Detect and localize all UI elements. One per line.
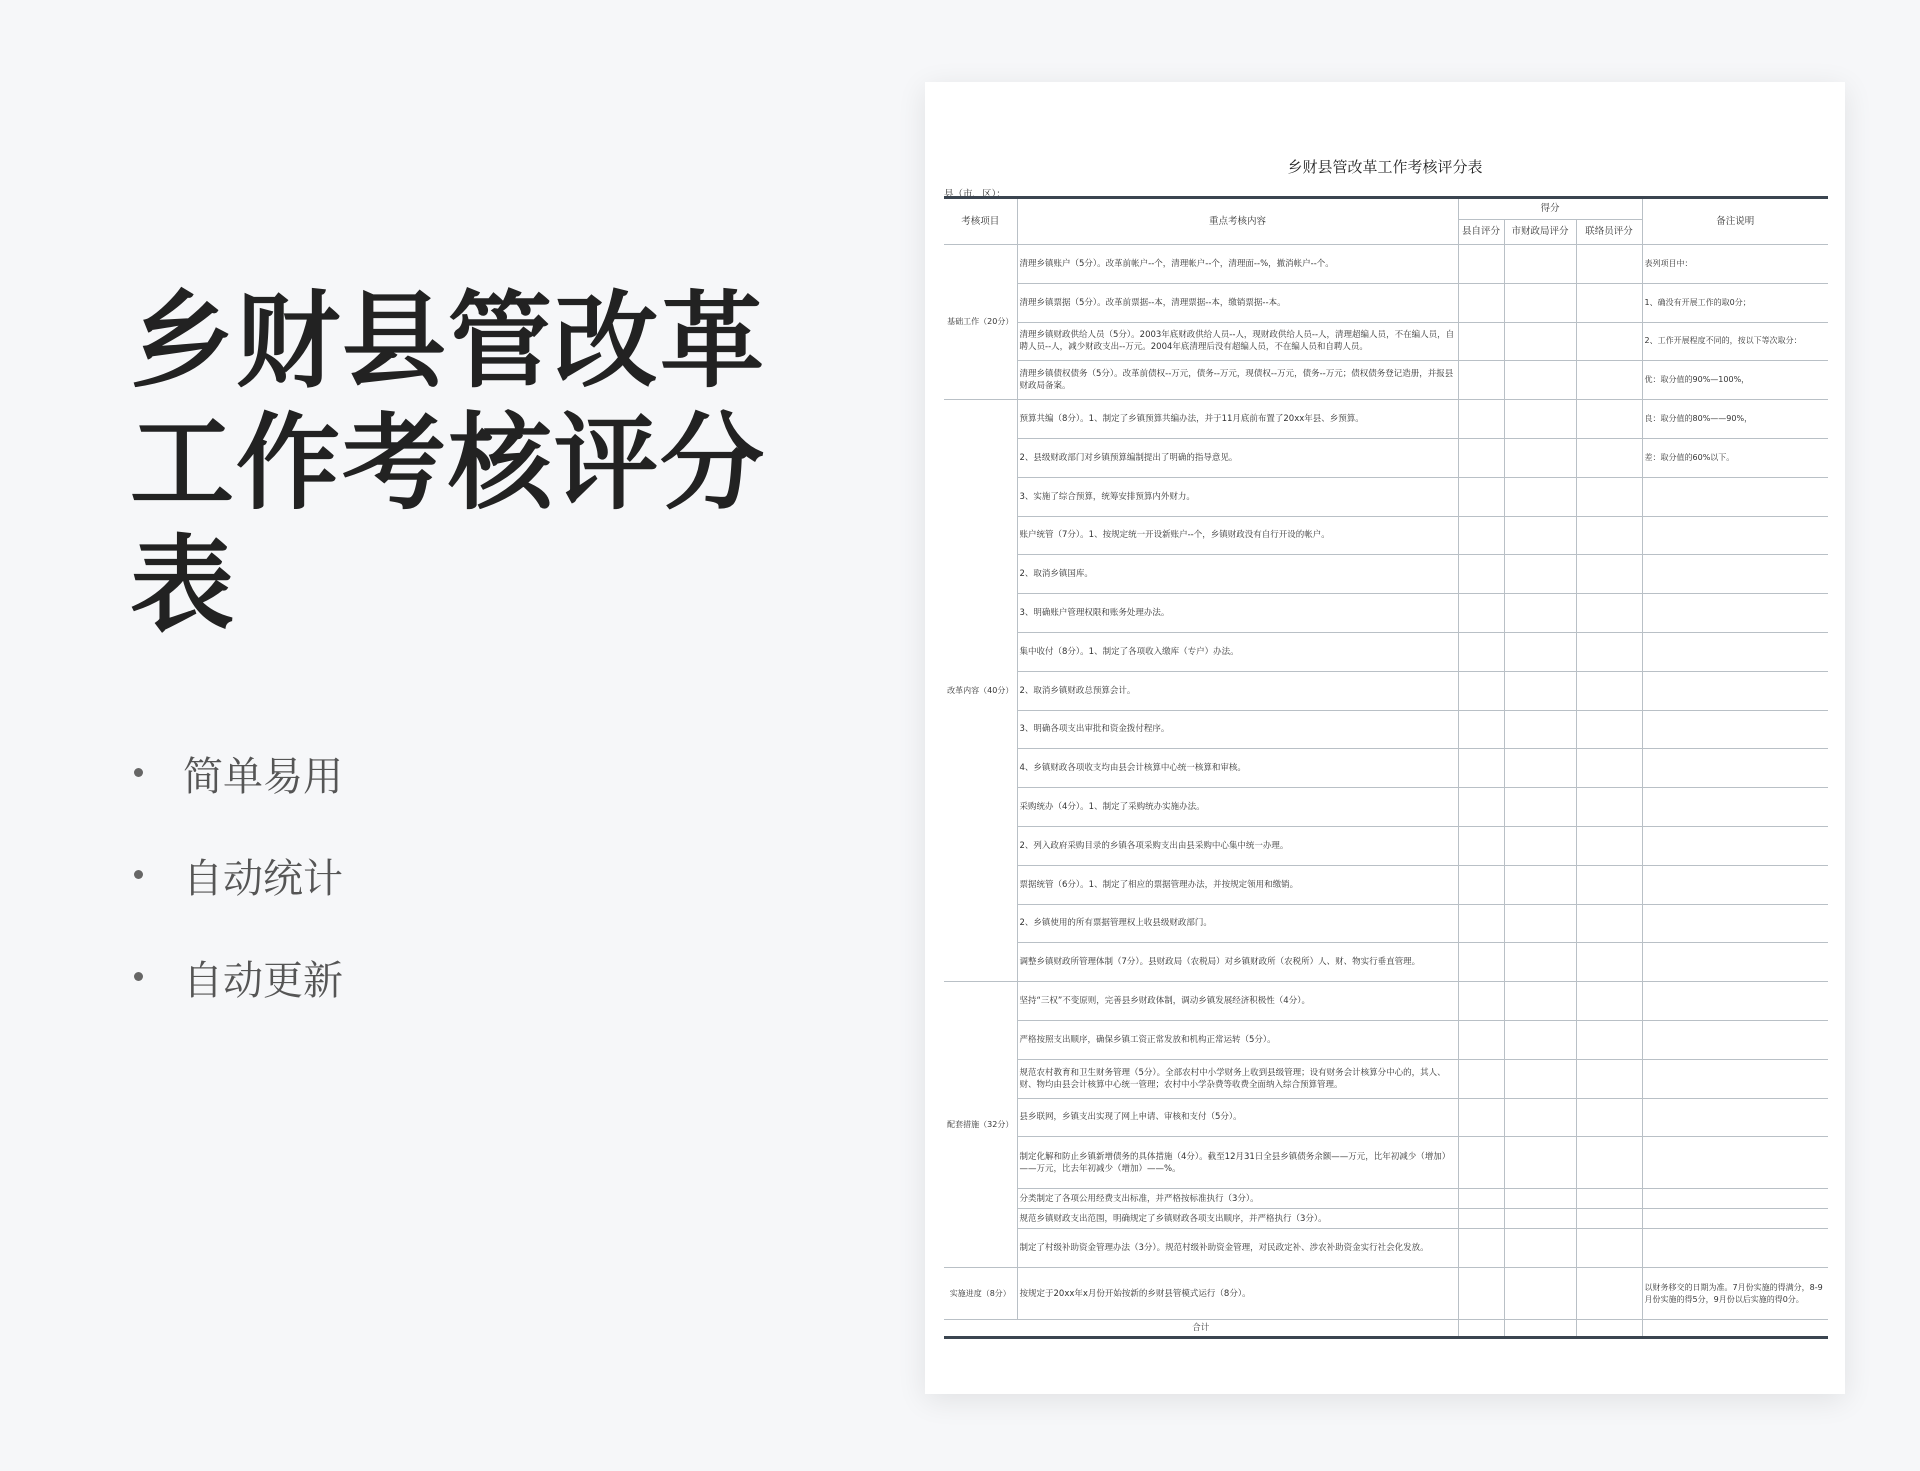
city-bureau-score-cell <box>1504 1098 1576 1137</box>
table-row <box>944 283 1828 322</box>
table-row <box>944 400 1828 439</box>
remarks-cell <box>1642 555 1828 594</box>
remarks-cell <box>1642 865 1828 904</box>
liaison-score-cell <box>1576 904 1642 943</box>
city-bureau-score-cell <box>1504 749 1576 788</box>
liaison-score-cell <box>1576 943 1642 982</box>
liaison-score-cell <box>1576 438 1642 477</box>
liaison-score-cell <box>1576 1098 1642 1137</box>
table-row <box>944 1189 1828 1209</box>
remarks-cell <box>1642 710 1828 749</box>
remarks-cell <box>1642 1137 1828 1189</box>
remarks-cell: 1、确没有开展工作的取0分； <box>1642 283 1828 322</box>
remarks-cell <box>1642 1189 1828 1209</box>
city-bureau-score-cell <box>1504 245 1576 284</box>
remarks-cell <box>1642 1098 1828 1137</box>
table-row <box>944 749 1828 788</box>
table-row <box>944 943 1828 982</box>
score-table <box>944 196 1828 1339</box>
county-self-score-cell <box>1458 400 1504 439</box>
feature-item <box>130 949 343 1051</box>
table-row <box>944 1137 1828 1189</box>
county-self-score-cell <box>1458 1059 1504 1098</box>
city-bureau-score-cell <box>1504 477 1576 516</box>
table-row <box>944 1059 1828 1098</box>
liaison-total-cell <box>1576 1320 1642 1338</box>
remarks-cell <box>1642 671 1828 710</box>
remarks-cell: 良：取分值的80%——90%， <box>1642 400 1828 439</box>
table-row <box>944 438 1828 477</box>
city-bureau-score-cell <box>1504 904 1576 943</box>
table-row <box>944 516 1828 555</box>
liaison-score-cell <box>1576 245 1642 284</box>
table-row <box>944 826 1828 865</box>
city-bureau-score-cell <box>1504 788 1576 827</box>
liaison-score-cell <box>1576 594 1642 633</box>
table-row <box>944 788 1828 827</box>
content-cell: 清理乡镇财政供给人员（5分）。2003年底财政供给人员--人，现财政供给人员--人，清理超编人员，不在编人员，自聘人员--人，减少财政支出--万元。2004年底清理后没有超编人员，不在编人员和自聘人员。 <box>1017 322 1458 361</box>
city-bureau-score-cell <box>1504 283 1576 322</box>
header-liaison: 联络员评分 <box>1576 220 1642 245</box>
content-cell: 票据统管（6分）。1、制定了相应的票据管理办法，并按规定领用和缴销。 <box>1017 865 1458 904</box>
table-row <box>944 322 1828 361</box>
liaison-score-cell <box>1576 1229 1642 1268</box>
city-bureau-score-cell <box>1504 1137 1576 1189</box>
county-self-score-cell <box>1458 283 1504 322</box>
content-cell: 调整乡镇财政所管理体制（7分）。县财政局（农税局）对乡镇财政所（农税所）人、财、物实行垂直管理。 <box>1017 943 1458 982</box>
header-remarks: 备注说明 <box>1642 198 1828 245</box>
content-cell: 县乡联网，乡镇支出实现了网上申请、审核和支付（5分）。 <box>1017 1098 1458 1137</box>
header-item: 考核项目 <box>944 198 1017 245</box>
county-self-score-cell <box>1458 632 1504 671</box>
city-bureau-score-cell <box>1504 671 1576 710</box>
county-self-score-cell <box>1458 1098 1504 1137</box>
table-row <box>944 594 1828 633</box>
table-row <box>944 982 1828 1021</box>
table-row <box>944 671 1828 710</box>
liaison-score-cell <box>1576 1137 1642 1189</box>
content-cell: 坚持“三权”不变原则，完善县乡财政体制，调动乡镇发展经济积极性（4分）。 <box>1017 982 1458 1021</box>
content-cell: 按规定于20xx年x月份开始按新的乡财县管模式运行（8分）。 <box>1017 1268 1458 1320</box>
remarks-cell <box>1642 1059 1828 1098</box>
feature-list <box>130 745 343 1051</box>
table-row <box>944 632 1828 671</box>
content-cell: 采购统办（4分）。1、制定了采购统办实施办法。 <box>1017 788 1458 827</box>
city-bureau-score-cell <box>1504 1020 1576 1059</box>
category-cell: 实施进度（8分） <box>944 1268 1017 1320</box>
remarks-cell: 2、工作开展程度不同的，按以下等次取分： <box>1642 322 1828 361</box>
liaison-score-cell <box>1576 1020 1642 1059</box>
county-self-score-cell <box>1458 1189 1504 1209</box>
liaison-score-cell <box>1576 826 1642 865</box>
liaison-score-cell <box>1576 361 1642 400</box>
remarks-cell <box>1642 982 1828 1021</box>
hero-title: 乡财县管改革工作考核评分表 <box>130 280 767 646</box>
county-self-score-cell <box>1458 516 1504 555</box>
remarks-cell <box>1642 594 1828 633</box>
table-row <box>944 245 1828 284</box>
feature-label: 自动统计 <box>183 856 343 902</box>
city-bureau-score-cell <box>1504 361 1576 400</box>
content-cell: 清理乡镇账户（5分）。改革前帐户--个，清理帐户--个，清理面--%，撤消帐户--个。 <box>1017 245 1458 284</box>
county-self-score-cell <box>1458 865 1504 904</box>
category-cell: 改革内容（40分） <box>944 400 1017 982</box>
remarks-cell <box>1642 1020 1828 1059</box>
county-self-score-cell <box>1458 1137 1504 1189</box>
table-row <box>944 1268 1828 1320</box>
content-cell: 清理乡镇债权债务（5分）。改革前债权--万元，债务--万元，现债权--万元，债务--万元；债权债务登记造册，并报县财政局备案。 <box>1017 361 1458 400</box>
content-cell: 4、乡镇财政各项收支均由县会计核算中心统一核算和审核。 <box>1017 749 1458 788</box>
liaison-score-cell <box>1576 555 1642 594</box>
county-self-score-cell <box>1458 322 1504 361</box>
county-self-score-cell <box>1458 788 1504 827</box>
score-table-body <box>944 245 1828 1338</box>
header-city-bureau: 市财政局评分 <box>1504 220 1576 245</box>
feature-item <box>130 745 343 847</box>
city-bureau-score-cell <box>1504 1189 1576 1209</box>
table-row <box>944 1229 1828 1268</box>
liaison-score-cell <box>1576 1209 1642 1229</box>
liaison-score-cell <box>1576 710 1642 749</box>
content-cell: 2、乡镇使用的所有票据管理权上收县级财政部门。 <box>1017 904 1458 943</box>
county-self-score-cell <box>1458 361 1504 400</box>
liaison-score-cell <box>1576 283 1642 322</box>
county-self-score-cell <box>1458 245 1504 284</box>
category-cell: 配套措施（32分） <box>944 982 1017 1268</box>
remarks-cell <box>1642 826 1828 865</box>
county-self-score-cell <box>1458 749 1504 788</box>
header-county-self: 县自评分 <box>1458 220 1504 245</box>
city-bureau-score-cell <box>1504 1209 1576 1229</box>
remarks-cell: 表列项目中： <box>1642 245 1828 284</box>
content-cell: 预算共编（8分）。1、制定了乡镇预算共编办法，并于11月底前布置了20xx年县、乡预算。 <box>1017 400 1458 439</box>
remarks-cell <box>1642 1209 1828 1229</box>
remarks-cell: 以财务移交的日期为准。7月份实施的得满分，8-9月份实施的得5分，9月份以后实施的得0分。 <box>1642 1268 1828 1320</box>
feature-label: 自动更新 <box>183 958 343 1004</box>
county-self-score-cell <box>1458 438 1504 477</box>
content-cell: 3、明确各项支出审批和资金拨付程序。 <box>1017 710 1458 749</box>
liaison-score-cell <box>1576 982 1642 1021</box>
bullet-icon <box>134 972 143 981</box>
city-bureau-score-cell <box>1504 438 1576 477</box>
category-cell: 基础工作（20分） <box>944 245 1017 400</box>
content-cell: 规范乡镇财政支出范围，明确规定了乡镇财政各项支出顺序，并严格执行（3分）。 <box>1017 1209 1458 1229</box>
county-self-score-cell <box>1458 1268 1504 1320</box>
remarks-cell: 优：取分值的90%—100%， <box>1642 361 1828 400</box>
liaison-score-cell <box>1576 516 1642 555</box>
content-cell: 2、取消乡镇财政总预算会计。 <box>1017 671 1458 710</box>
feature-item <box>130 847 343 949</box>
content-cell: 集中收付（8分）。1、制定了各项收入缴库（专户）办法。 <box>1017 632 1458 671</box>
liaison-score-cell <box>1576 671 1642 710</box>
city-bureau-score-cell <box>1504 1268 1576 1320</box>
county-self-score-cell <box>1458 1209 1504 1229</box>
table-row <box>944 555 1828 594</box>
liaison-score-cell <box>1576 788 1642 827</box>
city-bureau-score-cell <box>1504 555 1576 594</box>
county-label: 县（市、区）： <box>944 189 1006 200</box>
liaison-score-cell <box>1576 477 1642 516</box>
liaison-score-cell <box>1576 1268 1642 1320</box>
content-cell: 2、列入政府采购目录的乡镇各项采购支出由县采购中心集中统一办理。 <box>1017 826 1458 865</box>
table-row <box>944 904 1828 943</box>
city-bureau-score-cell <box>1504 400 1576 439</box>
feature-label: 简单易用 <box>183 754 343 800</box>
city-bureau-score-cell <box>1504 982 1576 1021</box>
content-cell: 严格按照支出顺序，确保乡镇工资正常发放和机构正常运转（5分）。 <box>1017 1020 1458 1059</box>
bullet-icon <box>134 870 143 879</box>
table-row <box>944 361 1828 400</box>
remarks-cell <box>1642 516 1828 555</box>
city-bureau-score-cell <box>1504 1059 1576 1098</box>
sheet-title: 乡财县管改革工作考核评分表 <box>1287 158 1483 176</box>
county-self-score-cell <box>1458 477 1504 516</box>
remarks-cell <box>1642 904 1828 943</box>
content-cell: 制定化解和防止乡镇新增债务的具体措施（4分）。截至12月31日全县乡镇债务余额——万元，比年初减少（增加）——万元，比去年初减少（增加）——%。 <box>1017 1137 1458 1189</box>
total-row <box>944 1320 1828 1338</box>
city-bureau-score-cell <box>1504 322 1576 361</box>
city-bureau-score-cell <box>1504 632 1576 671</box>
bullet-icon <box>134 768 143 777</box>
liaison-score-cell <box>1576 1189 1642 1209</box>
county-self-score-cell <box>1458 710 1504 749</box>
liaison-score-cell <box>1576 632 1642 671</box>
content-cell: 账户统管（7分）。1、按规定统一开设新账户--个，乡镇财政没有自行开设的帐户。 <box>1017 516 1458 555</box>
remarks-cell <box>1642 632 1828 671</box>
table-row <box>944 865 1828 904</box>
remarks-cell: 差：取分值的60%以下。 <box>1642 438 1828 477</box>
document-preview <box>925 82 1845 1394</box>
county-self-score-cell <box>1458 826 1504 865</box>
table-row <box>944 710 1828 749</box>
content-cell: 清理乡镇票据（5分）。改革前票据--本，清理票据--本，缴销票据--本。 <box>1017 283 1458 322</box>
table-row <box>944 1209 1828 1229</box>
header-score: 得分 <box>1458 198 1642 220</box>
content-cell: 规范农村教育和卫生财务管理（5分）。全部农村中小学财务上收到县级管理；设有财务会计核算分中心的，其人、财、物均由县会计核算中心统一管理；农村中小学杂费等收费全面纳入综合预算管理。 <box>1017 1059 1458 1098</box>
content-cell: 制定了村级补助资金管理办法（3分）。规范村级补助资金管理，对民政定补、涉农补助资金实行社会化发放。 <box>1017 1229 1458 1268</box>
city-bureau-score-cell <box>1504 865 1576 904</box>
city-bureau-score-cell <box>1504 594 1576 633</box>
city-bureau-score-cell <box>1504 516 1576 555</box>
table-row <box>944 1020 1828 1059</box>
remarks-cell <box>1642 1229 1828 1268</box>
county-self-score-cell <box>1458 594 1504 633</box>
remarks-total-cell <box>1642 1320 1828 1338</box>
liaison-score-cell <box>1576 322 1642 361</box>
content-cell: 3、明确账户管理权限和账务处理办法。 <box>1017 594 1458 633</box>
liaison-score-cell <box>1576 749 1642 788</box>
county-self-score-cell <box>1458 943 1504 982</box>
city-bureau-score-cell <box>1504 710 1576 749</box>
county-self-score-cell <box>1458 671 1504 710</box>
county-self-score-cell <box>1458 1229 1504 1268</box>
remarks-cell <box>1642 477 1828 516</box>
table-row <box>944 477 1828 516</box>
liaison-score-cell <box>1576 1059 1642 1098</box>
total-label: 合计 <box>944 1320 1458 1338</box>
liaison-score-cell <box>1576 400 1642 439</box>
remarks-cell <box>1642 749 1828 788</box>
city-bureau-score-cell <box>1504 943 1576 982</box>
content-cell: 2、县级财政部门对乡镇预算编制提出了明确的指导意见。 <box>1017 438 1458 477</box>
remarks-cell <box>1642 943 1828 982</box>
content-cell: 2、取消乡镇国库。 <box>1017 555 1458 594</box>
content-cell: 分类制定了各项公用经费支出标准，并严格按标准执行（3分）。 <box>1017 1189 1458 1209</box>
county-self-score-cell <box>1458 1020 1504 1059</box>
city-bureau-score-cell <box>1504 1229 1576 1268</box>
county-self-score-cell <box>1458 982 1504 1021</box>
city-bureau-score-cell <box>1504 826 1576 865</box>
header-content: 重点考核内容 <box>1017 198 1458 245</box>
county-self-total-cell <box>1458 1320 1504 1338</box>
city-bureau-total-cell <box>1504 1320 1576 1338</box>
remarks-cell <box>1642 788 1828 827</box>
county-self-score-cell <box>1458 555 1504 594</box>
content-cell: 3、实施了综合预算，统筹安排预算内外财力。 <box>1017 477 1458 516</box>
county-self-score-cell <box>1458 904 1504 943</box>
table-row <box>944 1098 1828 1137</box>
liaison-score-cell <box>1576 865 1642 904</box>
